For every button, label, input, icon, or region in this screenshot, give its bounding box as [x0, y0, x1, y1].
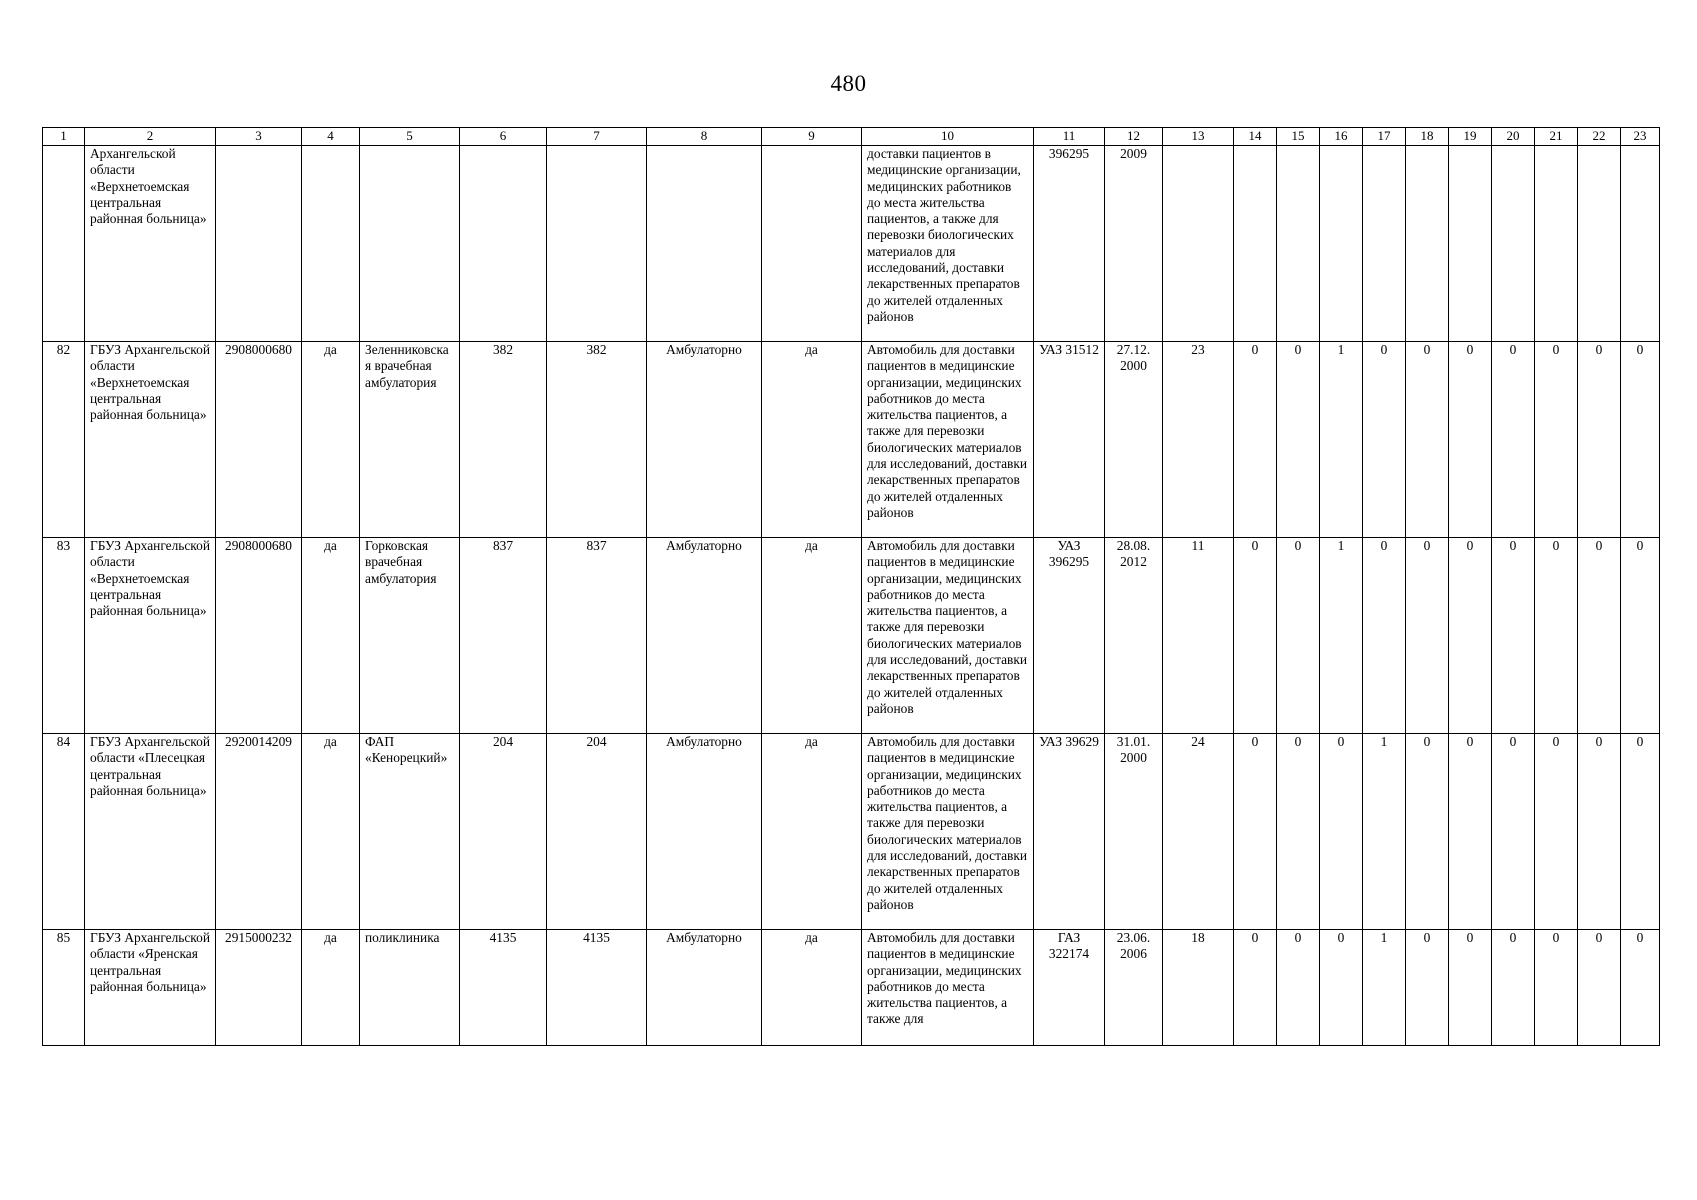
value-cell: 837	[547, 538, 647, 734]
organization-name: ГБУЗ Архангельской области «Плесецкая центральная районная больница»	[85, 734, 216, 930]
table-row	[43, 146, 1660, 342]
flag-cell: да	[762, 734, 862, 930]
value-cell: 18	[1163, 930, 1234, 1046]
value-cell: 837	[460, 538, 547, 734]
value-cell: 0	[1449, 342, 1492, 538]
date-cell: 31.01. 2000	[1105, 734, 1163, 930]
value-cell: 23	[1163, 342, 1234, 538]
column-header: 22	[1578, 128, 1621, 146]
care-type-cell: Амбулаторно	[647, 538, 762, 734]
value-cell: 0	[1363, 538, 1406, 734]
column-header: 8	[647, 128, 762, 146]
value-cell: 0	[1406, 930, 1449, 1046]
column-header: 16	[1320, 128, 1363, 146]
subdivision-cell: Зеленниковская врачебная амбулатория	[360, 342, 460, 538]
value-cell	[547, 146, 647, 342]
column-header: 21	[1535, 128, 1578, 146]
value-cell: 0	[1535, 930, 1578, 1046]
vehicle-model-cell: УАЗ 39629	[1034, 734, 1105, 930]
value-cell: 0	[1406, 538, 1449, 734]
value-cell: 382	[547, 342, 647, 538]
value-cell: 0	[1406, 342, 1449, 538]
flag-cell	[762, 146, 862, 342]
column-header: 2	[85, 128, 216, 146]
subdivision-cell: Горковская врачебная амбулатория	[360, 538, 460, 734]
value-cell: 0	[1320, 734, 1363, 930]
value-cell: 0	[1535, 538, 1578, 734]
value-cell: 0	[1492, 930, 1535, 1046]
vehicle-purpose-cell: доставки пациентов в медицинские организации, медицинских работников до места жительства пациентов, а также для перевозки биологических материалов для исследований, доставки лекарственных препаратов до жителей отдаленных районов	[862, 146, 1034, 342]
value-cell: 0	[1492, 734, 1535, 930]
vehicle-model-cell: ГАЗ 322174	[1034, 930, 1105, 1046]
vehicle-model-cell: УАЗ 396295	[1034, 538, 1105, 734]
value-cell	[1406, 146, 1449, 342]
value-cell	[1492, 146, 1535, 342]
column-header: 14	[1234, 128, 1277, 146]
value-cell	[1163, 146, 1234, 342]
value-cell: 1	[1320, 342, 1363, 538]
organization-name: ГБУЗ Архангельской области «Верхнетоемская центральная районная больница»	[85, 538, 216, 734]
value-cell	[1363, 146, 1406, 342]
value-cell: 0	[1492, 342, 1535, 538]
row-number: 85	[43, 930, 85, 1046]
value-cell: 0	[1621, 342, 1660, 538]
column-header: 19	[1449, 128, 1492, 146]
organization-name: Архангельской области «Верхнетоемская центральная районная больница»	[85, 146, 216, 342]
value-cell: 0	[1621, 734, 1660, 930]
value-cell: 0	[1234, 538, 1277, 734]
flag-cell: да	[762, 342, 862, 538]
value-cell: 0	[1535, 734, 1578, 930]
inn-cell	[216, 146, 302, 342]
column-header: 15	[1277, 128, 1320, 146]
inn-cell: 2915000232	[216, 930, 302, 1046]
value-cell: 0	[1535, 342, 1578, 538]
value-cell: 1	[1363, 930, 1406, 1046]
value-cell: 382	[460, 342, 547, 538]
column-header: 1	[43, 128, 85, 146]
value-cell: 0	[1320, 930, 1363, 1046]
column-header: 11	[1034, 128, 1105, 146]
page-number: 480	[830, 71, 867, 96]
column-header: 10	[862, 128, 1034, 146]
row-number: 84	[43, 734, 85, 930]
flag-cell	[302, 146, 360, 342]
subdivision-cell	[360, 146, 460, 342]
value-cell	[1535, 146, 1578, 342]
care-type-cell: Амбулаторно	[647, 734, 762, 930]
table-row	[43, 342, 1660, 538]
value-cell: 0	[1449, 734, 1492, 930]
flag-cell: да	[302, 734, 360, 930]
column-header: 18	[1406, 128, 1449, 146]
value-cell: 0	[1578, 734, 1621, 930]
value-cell: 204	[547, 734, 647, 930]
column-header: 3	[216, 128, 302, 146]
value-cell: 0	[1234, 734, 1277, 930]
organization-name: ГБУЗ Архангельской области «Яренская центральная районная больница»	[85, 930, 216, 1046]
flag-cell: да	[302, 342, 360, 538]
vehicle-purpose-cell: Автомобиль для доставки пациентов в медицинские организации, медицинских работников до места жительства пациентов, а также для	[862, 930, 1034, 1046]
row-number	[43, 146, 85, 342]
value-cell: 0	[1277, 538, 1320, 734]
vehicle-purpose-cell: Автомобиль для доставки пациентов в медицинские организации, медицинских работников до места жительства пациентов, а также для перевозки биологических материалов для исследований, доставки лекарственных препаратов до жителей отдаленных районов	[862, 734, 1034, 930]
care-type-cell	[647, 146, 762, 342]
value-cell: 4135	[460, 930, 547, 1046]
subdivision-cell: поликлиника	[360, 930, 460, 1046]
value-cell: 0	[1277, 930, 1320, 1046]
subdivision-cell: ФАП «Кенорецкий»	[360, 734, 460, 930]
value-cell: 0	[1578, 930, 1621, 1046]
value-cell: 0	[1363, 342, 1406, 538]
value-cell: 0	[1234, 342, 1277, 538]
date-cell: 23.06. 2006	[1105, 930, 1163, 1046]
vehicle-purpose-cell: Автомобиль для доставки пациентов в медицинские организации, медицинских работников до места жительства пациентов, а также для перевозки биологических материалов для исследований, доставки лекарственных препаратов до жителей отдаленных районов	[862, 538, 1034, 734]
inn-cell: 2908000680	[216, 538, 302, 734]
table-row	[43, 734, 1660, 930]
inn-cell: 2920014209	[216, 734, 302, 930]
table-row	[43, 930, 1660, 1046]
column-header: 4	[302, 128, 360, 146]
column-header: 7	[547, 128, 647, 146]
date-cell: 2009	[1105, 146, 1163, 342]
flag-cell: да	[302, 538, 360, 734]
value-cell: 24	[1163, 734, 1234, 930]
column-header: 5	[360, 128, 460, 146]
header-row	[43, 128, 1660, 146]
column-header: 6	[460, 128, 547, 146]
flag-cell: да	[302, 930, 360, 1046]
value-cell: 0	[1578, 538, 1621, 734]
vehicle-model-cell: УАЗ 31512	[1034, 342, 1105, 538]
registry-table	[42, 127, 1660, 1046]
column-header: 23	[1621, 128, 1660, 146]
row-number: 82	[43, 342, 85, 538]
column-header: 9	[762, 128, 862, 146]
value-cell: 0	[1277, 734, 1320, 930]
column-header: 20	[1492, 128, 1535, 146]
value-cell	[1277, 146, 1320, 342]
inn-cell: 2908000680	[216, 342, 302, 538]
value-cell: 1	[1320, 538, 1363, 734]
vehicle-model-cell: 396295	[1034, 146, 1105, 342]
table-row	[43, 538, 1660, 734]
row-number: 83	[43, 538, 85, 734]
value-cell: 204	[460, 734, 547, 930]
column-header: 12	[1105, 128, 1163, 146]
value-cell: 0	[1449, 930, 1492, 1046]
value-cell: 0	[1277, 342, 1320, 538]
value-cell	[1578, 146, 1621, 342]
value-cell: 11	[1163, 538, 1234, 734]
value-cell: 0	[1621, 538, 1660, 734]
flag-cell: да	[762, 538, 862, 734]
value-cell	[1621, 146, 1660, 342]
column-header: 13	[1163, 128, 1234, 146]
organization-name: ГБУЗ Архангельской области «Верхнетоемская центральная районная больница»	[85, 342, 216, 538]
value-cell: 1	[1363, 734, 1406, 930]
vehicle-purpose-cell: Автомобиль для доставки пациентов в медицинские организации, медицинских работников до места жительства пациентов, а также для перевозки биологических материалов для исследований, доставки лекарственных препаратов до жителей отдаленных районов	[862, 342, 1034, 538]
value-cell	[1234, 146, 1277, 342]
column-header: 17	[1363, 128, 1406, 146]
care-type-cell: Амбулаторно	[647, 930, 762, 1046]
value-cell	[1449, 146, 1492, 342]
value-cell	[1320, 146, 1363, 342]
value-cell: 0	[1621, 930, 1660, 1046]
value-cell: 0	[1492, 538, 1535, 734]
value-cell: 0	[1406, 734, 1449, 930]
value-cell: 0	[1578, 342, 1621, 538]
value-cell	[460, 146, 547, 342]
date-cell: 27.12. 2000	[1105, 342, 1163, 538]
flag-cell: да	[762, 930, 862, 1046]
value-cell: 0	[1449, 538, 1492, 734]
value-cell: 0	[1234, 930, 1277, 1046]
care-type-cell: Амбулаторно	[647, 342, 762, 538]
value-cell: 4135	[547, 930, 647, 1046]
date-cell: 28.08. 2012	[1105, 538, 1163, 734]
